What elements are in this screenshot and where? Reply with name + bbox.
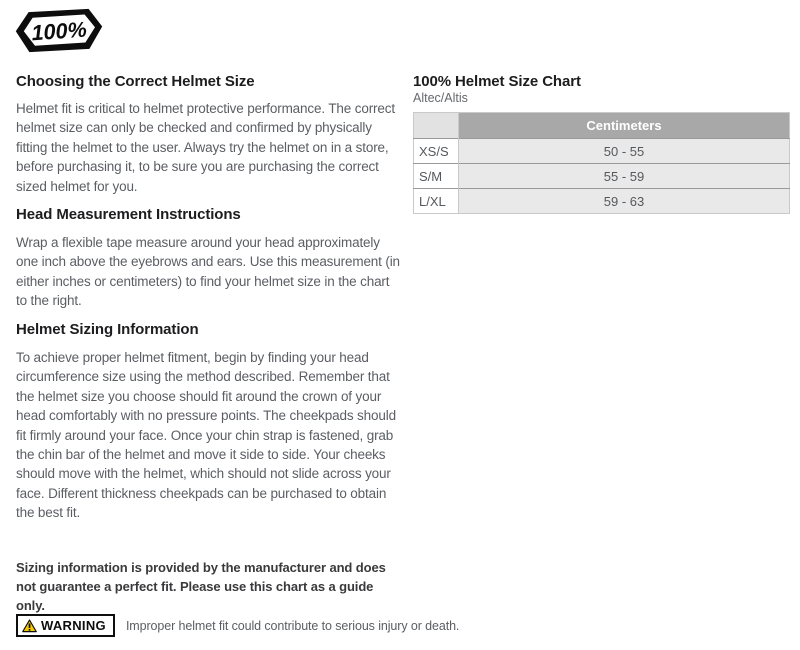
size-chart-model-subtitle: Altec/Altis bbox=[413, 91, 468, 105]
table-column-header-centimeters: Centimeters bbox=[459, 113, 790, 139]
size-label-cell: XS/S bbox=[414, 139, 459, 164]
logo-text: 100% bbox=[30, 16, 88, 46]
section-heading-sizing-information: Helmet Sizing Information bbox=[16, 321, 199, 338]
table-row bbox=[414, 164, 790, 189]
brand-100-percent-logo bbox=[15, 7, 103, 54]
size-label-cell: L/XL bbox=[414, 189, 459, 214]
size-range-cell: 59 - 63 bbox=[459, 189, 790, 214]
size-range-cell: 55 - 59 bbox=[459, 164, 790, 189]
section-body-choosing-size: Helmet fit is critical to helmet protective performance. The correct helmet size can only be checked and confirmed by physically fitting the helmet to the user. Always try the helmet on in a store, before purchasing it, to be sure you are purchasing the correct sized helmet for you. bbox=[16, 101, 395, 194]
table-header-row bbox=[414, 113, 790, 139]
helmet-size-chart-table bbox=[413, 112, 790, 214]
sizing-disclaimer: Sizing information is provided by the manufacturer and does not guarantee a perfect fit. Please use this chart as a guide only. bbox=[16, 560, 386, 613]
warning-row bbox=[16, 614, 776, 637]
table-corner-cell bbox=[414, 113, 459, 139]
section-heading-choosing-size: Choosing the Correct Helmet Size bbox=[16, 73, 255, 90]
section-heading-head-measurement: Head Measurement Instructions bbox=[16, 206, 241, 223]
section-body-sizing-information: To achieve proper helmet fitment, begin by finding your head circumference size using the method described. Remember that the helmet size you choose should fit around the crown of your head comfortably with no pressure points. The cheekpads should fit firmly around your face. Once your chin strap is fastened, grab the chin bar of the helmet and move it side to side. Your cheeks should move with the helmet, which should not slide across your face. Different thickness cheekpads can be purchased to obtain the best fit. bbox=[16, 350, 396, 521]
warning-text: Improper helmet fit could contribute to serious injury or death. bbox=[125, 618, 460, 633]
warning-badge-label: WARNING bbox=[41, 618, 106, 633]
size-chart-title: 100% Helmet Size Chart bbox=[413, 73, 581, 90]
table-row bbox=[414, 189, 790, 214]
warning-badge bbox=[16, 614, 115, 637]
size-range-cell: 50 - 55 bbox=[459, 139, 790, 164]
size-label-cell: S/M bbox=[414, 164, 459, 189]
warning-triangle-icon bbox=[22, 619, 37, 633]
section-body-head-measurement: Wrap a flexible tape measure around your head approximately one inch above the eyebrows and ears. Use this measurement (in either inches or centimeters) to find your helmet size in the chart to the right. bbox=[16, 235, 400, 309]
table-row bbox=[414, 139, 790, 164]
